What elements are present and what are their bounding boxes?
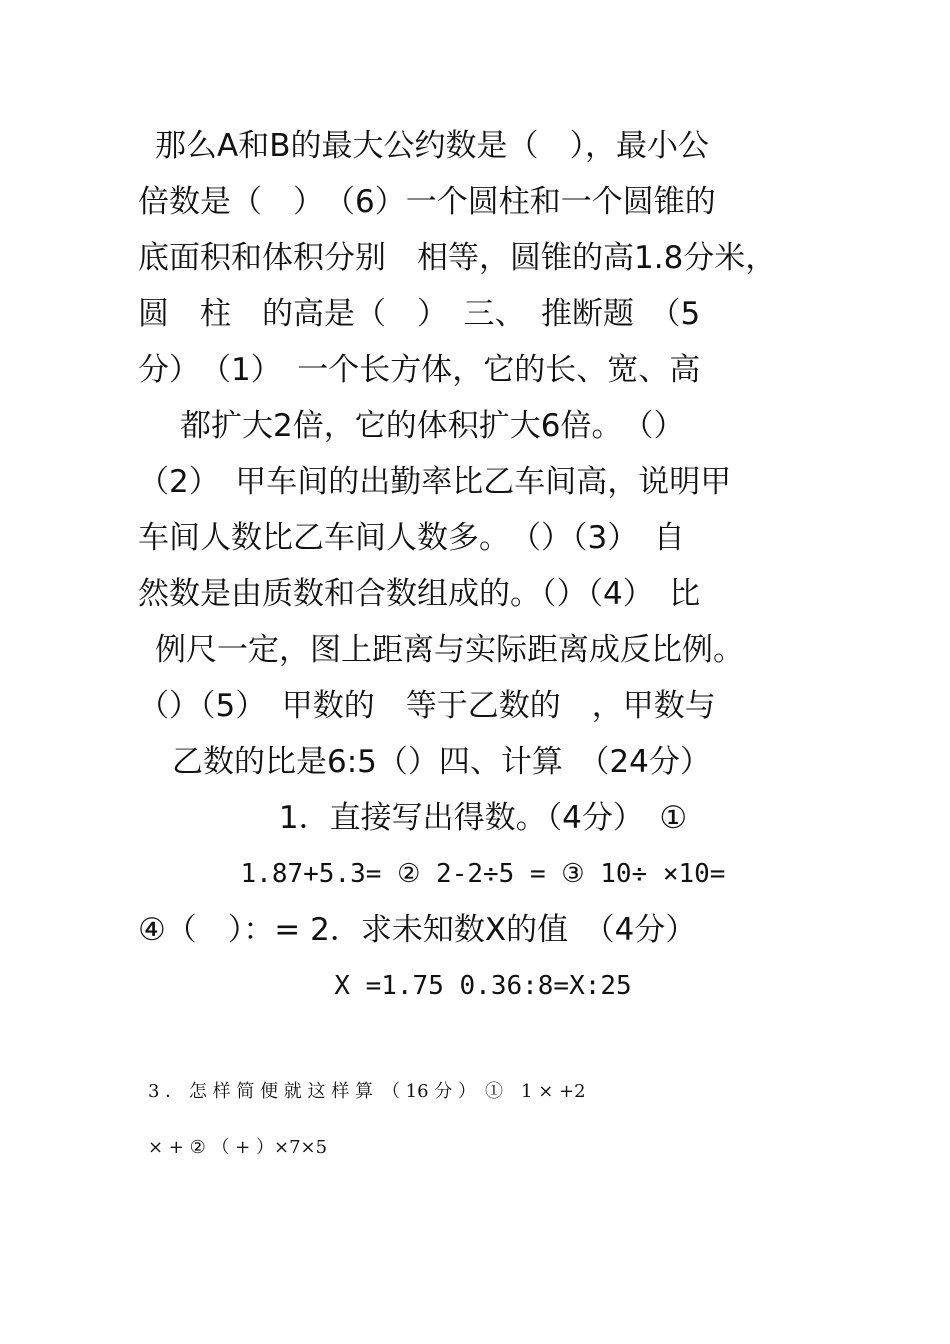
text-line-4: 圆 柱 的高是（ ） 三、 推断题 （5	[138, 296, 701, 332]
small-text-line-2: × + ② （ + ）×7×5	[148, 1137, 328, 1158]
text-line-13: 1．直接写出得数。（4分） ①	[278, 800, 688, 836]
small-text-line-1: 3 ． 怎 样 简 便 就 这 样 算 （ 16 分 ） ① 1 × +2	[148, 1081, 586, 1102]
text-line-3: 底面积和体积分别 相等，圆锥的高1.8分米，	[138, 240, 777, 276]
text-line-12: 乙数的比是6:5（）四、计算 （24分）	[172, 744, 711, 780]
text-line-10: 例尺一定，图上距离与实际距离成反比例。	[155, 632, 744, 668]
text-line-6: 都扩大2倍，它的体积扩大6倍。 （）	[180, 408, 685, 444]
text-line-9: 然数是由质数和合数组成的。（）（4） 比	[138, 576, 701, 612]
text-line-7: （2） 甲车间的出勤率比乙车间高，说明甲	[138, 464, 732, 500]
text-line-11: （）（5） 甲数的 等于乙数的 ，甲数与	[138, 688, 716, 724]
text-line-1: 那么A和B的最大公约数是（ ），最小公	[155, 128, 709, 164]
text-line-2: 倍数是（ ） （6）一个圆柱和一个圆锥的	[138, 184, 716, 220]
text-line-5: 分） （1） 一个长方体，它的长、宽、高	[138, 352, 701, 388]
text-line-16: X =1.75 0.36:8=X:25	[334, 971, 632, 1001]
text-line-14: 1.87+5.3= ② 2-2÷5 = ③ 10÷ ×10=	[240, 859, 726, 889]
text-line-8: 车间人数比乙车间人数多。 （）（3） 自	[138, 520, 685, 556]
text-line-15: ④（ ）：= 2．求未知数X的值 （4分）	[138, 912, 697, 948]
